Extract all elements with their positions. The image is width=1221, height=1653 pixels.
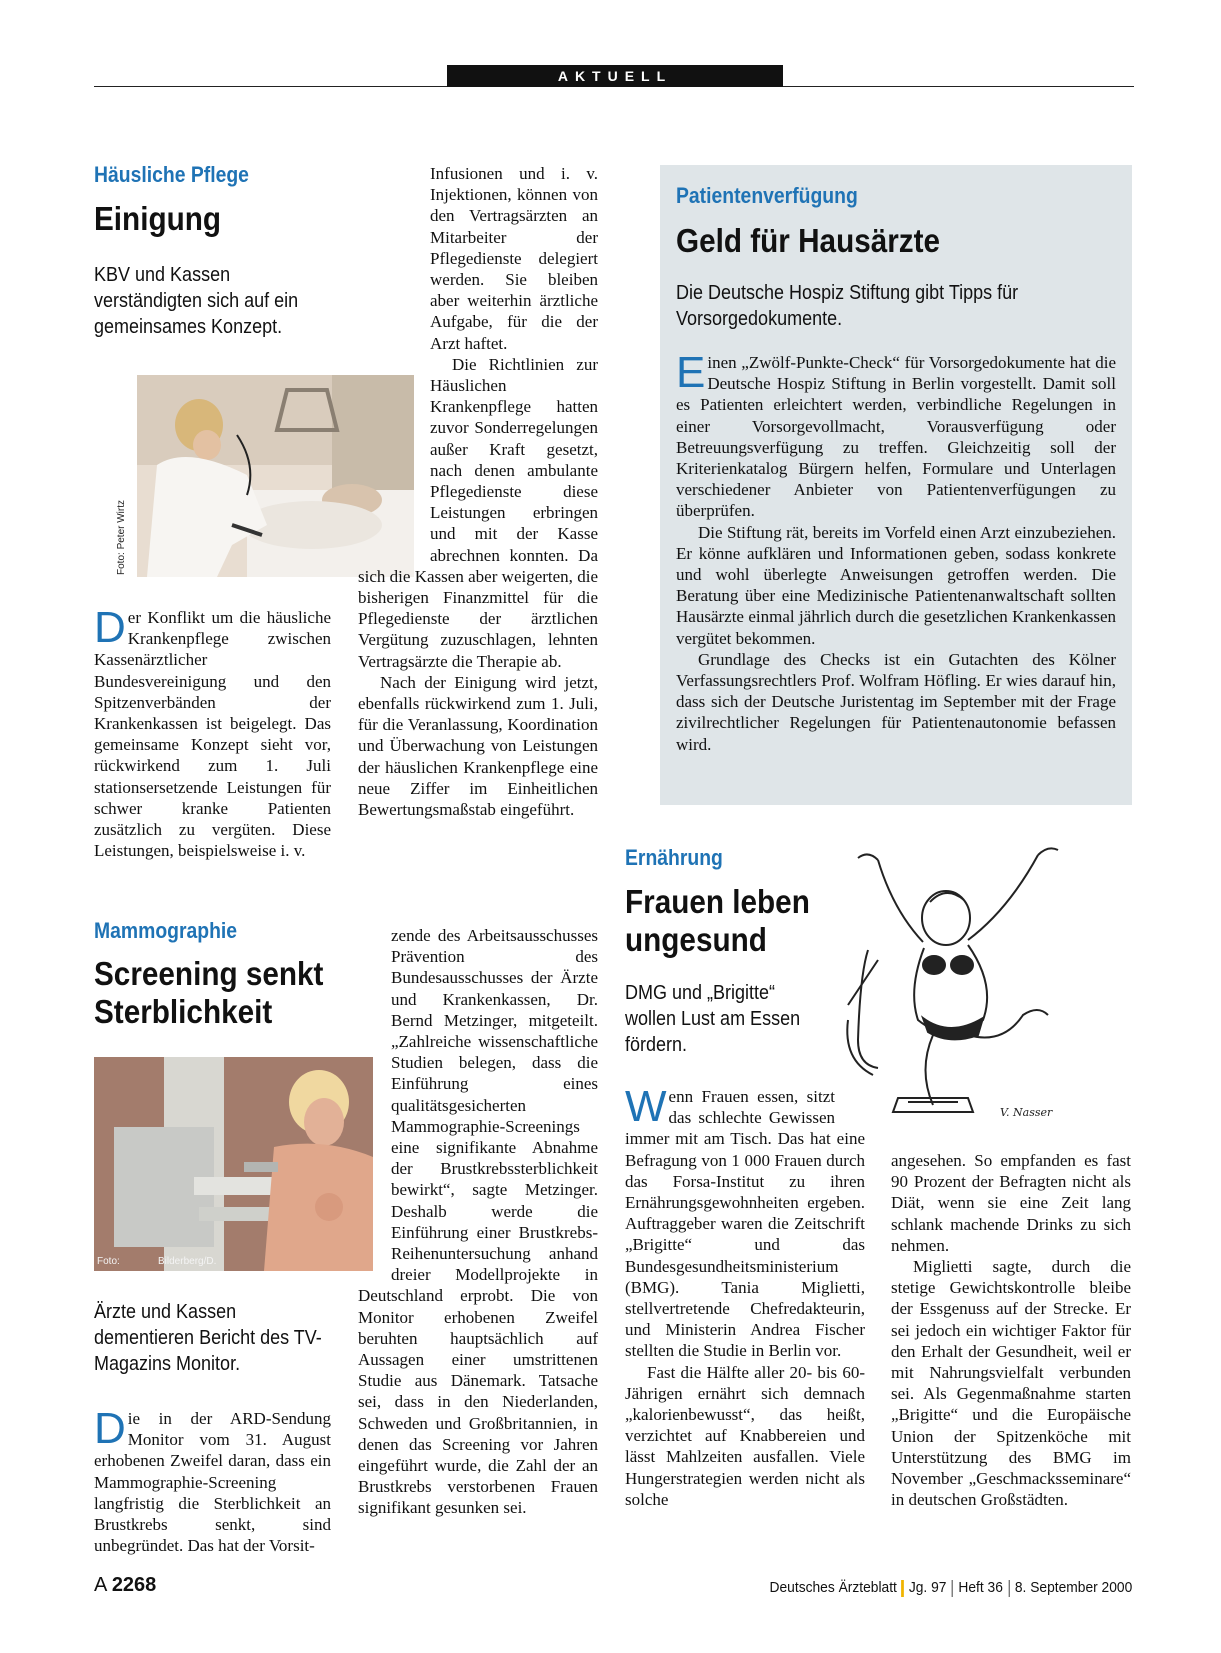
article2-title: Geld für Hausärzte bbox=[676, 222, 941, 259]
article4-kicker: Ernährung bbox=[625, 845, 723, 870]
dropcap: D bbox=[94, 1404, 126, 1453]
article3-title-line2: Sterblichkeit bbox=[94, 993, 273, 1030]
article3-body-col1 bbox=[94, 1404, 331, 1556]
article2-kicker: Patientenverfügung bbox=[676, 183, 858, 208]
journal-name: Deutsches Ärzteblatt bbox=[769, 1579, 897, 1596]
article1-col2-p2: Die Richtlinien zur Häuslichen Krankenpflege hatten zuvor Sonderregelungen außer Kraft gesetzt, nach denen ambulante Pflegedienste diese Leistungen erbringen und mit der Kasse abrechnen konnten. Da sich die Kassen aber weigerten, die bisherigen Finanzmittel für die Pflegedienste der ärztlichen Vergütung zuzuschlagen, lehnten Vertragsärzte die Therapie ab. bbox=[358, 354, 598, 671]
divider bbox=[901, 1580, 904, 1597]
article3-title bbox=[94, 955, 337, 1031]
article3-title-line1: Screening senkt bbox=[94, 955, 324, 992]
cartoon-illustration bbox=[838, 840, 1138, 1130]
article1-col1-text: er Konflikt um die häusliche Krankenpflege zwischen Kassenärztlicher Bundesvereinigung und den Spitzenverbänden der Krankenkassen ist beigelegt. Das gemeinsame Konzept sieht vor, rückwirkend zum 1. Juli stationsersetzende Leistungen für schwer kranke Patienten zusätzlich zu vergüten. Diese Leistungen, beispielsweise i. v. bbox=[94, 608, 331, 861]
section-label: AKTUELL bbox=[447, 65, 783, 87]
article3-photo-credit-left: Foto: bbox=[97, 1256, 120, 1267]
article1-teaser: KBV und Kassen verständigten sich auf ein gemeinsames Konzept. bbox=[94, 264, 299, 338]
page-prefix: A bbox=[94, 1574, 107, 1596]
article1-col2-p1: Infusionen und i. v. Injektionen, können von den Vertragsärzten an Mitarbeiter der Pflegedienste delegiert werden. Sie bleiben aber weiterhin ärztliche Aufgabe, für die der Arzt haftet. bbox=[430, 164, 598, 353]
journal-line bbox=[769, 1579, 1132, 1597]
article4-col1-p2: Fast die Hälfte aller 20- bis 60-Jährigen ernährt sich demnach „kalorienbewusst“, das heißt, verzichtet auf Knabbereien und lässt Mahlzeiten ausfallen. Viele Hungerstrategien werden nicht als solche bbox=[625, 1362, 865, 1509]
cartoon-signature: V. Nasser bbox=[1000, 1106, 1053, 1119]
article1-body-col1 bbox=[94, 603, 331, 861]
article2-p1: inen „Zwölf-Punkte-Check“ für Vorsorgedokumente hat die Deutsche Hospiz Stiftung in Berlin vorgestellt. Damit soll es Patienten erleichtert werden, verbindliche Regelungen in einer Vorsorgevollmacht, Vorausverfügung oder Betreuungsverfügung zu treffen. Gleichzeitig soll der Kriterienkatalog Bürgern helfen, Formulare und Unterlagen verschiedener Anbieter von Patientenverfügungen zu überprüfen. bbox=[676, 353, 1116, 521]
article3-body-col2 bbox=[358, 925, 598, 1519]
article4-body-col2 bbox=[891, 1150, 1131, 1510]
article1-title: Einigung bbox=[94, 200, 222, 237]
article4-title-line2: ungesund bbox=[625, 921, 767, 958]
divider bbox=[1008, 1580, 1009, 1597]
article3-kicker: Mammographie bbox=[94, 918, 238, 943]
page-number-value: 2268 bbox=[111, 1574, 157, 1596]
article4-col2-p2: Miglietti sagte, durch die stetige Gewichtskontrolle bleibe der Essgenuss auf der Strecke. Er sei jedoch ein wichtiger Faktor für den Erhalt der Gesundheit, weil er mit Nahrungsvielfalt verbunden sei. Als Gegenmaßnahme starten „Brigitte“ und die Europäische Union der Spitzenköche mit Unterstützung des BMG im November „Geschmacksseminare“ in deutschen Großstädten. bbox=[891, 1257, 1131, 1510]
journal-volume: Jg. 97 bbox=[908, 1579, 947, 1596]
dropcap: W bbox=[625, 1082, 667, 1131]
article4-col1-p1: enn Frauen essen, sitzt das schlechte Gewissen immer mit am Tisch. Das hat eine Befragung von 1 000 Frauen durch das Forsa-Institut zu ihren Ernährungsgewohnheiten ergeben. Auftraggeber waren die Zeitschrift „Brigitte“ und das Bundesgesundheitsministerium (BMG). Tania Miglietti, stellvertretende Chefredakteurin, und Ministerin Andrea Fischer stellten die Studie in Berlin vor. bbox=[625, 1087, 865, 1361]
article4-title bbox=[625, 883, 832, 959]
dropcap: D bbox=[94, 603, 126, 652]
article2-p3: Grundlage des Checks ist ein Gutachten des Kölner Verfassungsrechtlers Prof. Wolfram Höfling. Er wies darauf hin, dass sich der Deutsche Juristentag im September mit der Frage zivilrechtlicher Regelungen für Patientenautonomie befassen wird. bbox=[676, 649, 1116, 754]
article3-teaser: Ärzte und Kassen dementieren Bericht des TV-Magazins Monitor. bbox=[94, 1301, 322, 1375]
article2-body bbox=[676, 348, 1116, 755]
mammography-photo bbox=[94, 1057, 373, 1271]
article4-col2-p1: angesehen. So empfanden es fast 90 Prozent der Befragten nicht als Diät, wenn sie eine Zeit lang schlank machende Drinks zu sich nehmen. bbox=[891, 1151, 1131, 1255]
article4-body-col1 bbox=[625, 1082, 865, 1510]
dropcap: E bbox=[676, 348, 706, 397]
article3-col2-text: zende des Arbeitsausschusses Prävention des Bundesausschusses der Ärzte und Krankenkassen, Dr. Bernd Metzinger, mitgeteilt. „Zahlreiche wissenschaftliche Studien belegen, dass die Einführung eines qualitätsgesicherten Mammographie-Screenings eine signifikante Abnahme der Brustkrebssterblichkeit bewirkt“, sagte Metzinger. Deshalb werde die Einführung einer Brustkrebs-Reihenuntersuchung anhand dreier Modellprojekte in Deutschland erprobt. Die von Monitor erhobenen Zweifel beruhten hauptsächlich auf Aussagen einer umstrittenen Studie aus Dänemark. Tatsache sei, dass in den Niederlanden, Schweden und Großbritannien, in denen das Screening vor Jahren eingeführt wurde, die Zahl der an Brustkrebs verstorbenen Frauen signifikant gesunken sei. bbox=[358, 926, 598, 1518]
article4-title-line1: Frauen leben bbox=[625, 883, 810, 920]
article4-teaser: DMG und „Brigitte“ wollen Lust am Essen fördern. bbox=[625, 982, 801, 1056]
journal-date: 8. September 2000 bbox=[1014, 1579, 1132, 1596]
article1-body-col2 bbox=[358, 163, 598, 820]
article1-col2-p3: Nach der Einigung wird jetzt, ebenfalls rückwirkend zum 1. Juli, für die Veranlassung, Koordination und Überwachung von Leistungen der häuslichen Krankenpflege eine neue Ziffer im Einheitlichen Bewertungsmaßstab eingeführt. bbox=[358, 672, 598, 820]
page-number bbox=[94, 1574, 156, 1597]
article1-photo-credit: Foto: Peter Wirtz bbox=[116, 499, 127, 575]
article2-teaser: Die Deutsche Hospiz Stiftung gibt Tipps für Vorsorgedokumente. bbox=[676, 282, 1019, 330]
article2-p2: Die Stiftung rät, bereits im Vorfeld einen Arzt einzubeziehen. Er könne aufklären und Informationen geben, sodass konkrete und wohl überlegte Anweisungen getroffen werden. Die Beratung über eine Medizinische Patientenanwaltschaft sollten Hausärzte einmal jährlich durch die gesetzlichen Krankenkassen vergütet bekommen. bbox=[676, 522, 1116, 648]
divider bbox=[952, 1580, 953, 1597]
journal-issue: Heft 36 bbox=[958, 1579, 1003, 1596]
article3-col1-text: ie in der ARD-Sendung Monitor vom 31. August erhobenen Zweifel daran, dass ein Mammographie-Screening langfristig die Sterblichkeit an Brustkrebs senkt, sind unbegründet. Das hat der Vorsit- bbox=[94, 1409, 331, 1556]
article3-photo-credit-right: Bilderberg/D. bbox=[158, 1256, 217, 1267]
article1-kicker: Häusliche Pflege bbox=[94, 162, 249, 187]
